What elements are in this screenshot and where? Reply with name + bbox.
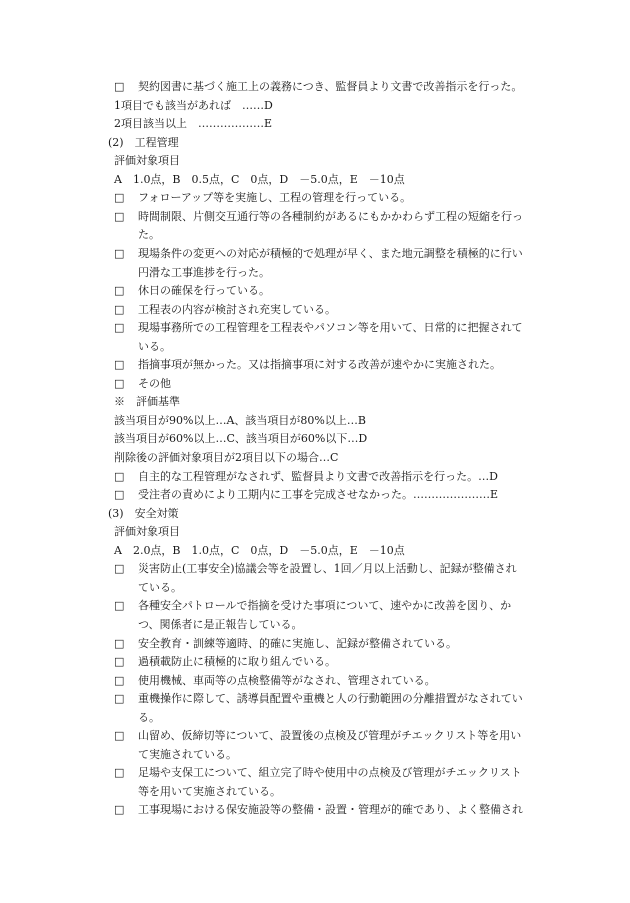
checkbox-icon: □ <box>114 246 125 260</box>
checkbox-icon: □ <box>114 358 125 372</box>
checklist-item <box>114 488 498 502</box>
line-text: 重機操作に際して、誘導員配置や重機と人の行動範囲の分離措置がなされてい <box>138 692 523 706</box>
checklist-item <box>114 191 411 205</box>
checklist-item <box>114 247 523 261</box>
checkbox-icon: □ <box>114 673 125 687</box>
text-line <box>138 711 160 725</box>
line-text: A 2.0点，B 1.0点，C 0点，D －5.0点，E －10点 <box>114 543 405 557</box>
text-line <box>108 136 179 150</box>
text-line <box>114 395 180 409</box>
line-text: 現場条件の変更への対応が積極的で処理が早く、また地元調整を積極的に行い <box>138 246 523 260</box>
checklist-item <box>114 803 523 817</box>
text-line <box>138 618 303 632</box>
checkbox-icon: □ <box>114 469 125 483</box>
checklist-item <box>114 637 457 651</box>
line-text: 自主的な工程管理がなされず、監督員より文書で改善指示を行った。…D <box>138 469 498 483</box>
text-line <box>114 117 272 131</box>
line-text: 2項目該当以上 ………………E <box>114 117 273 131</box>
line-text: 1項目でも該当があれば ……D <box>114 98 273 112</box>
checklist-item <box>114 470 498 484</box>
checkbox-icon: □ <box>114 599 125 613</box>
line-text: 使用機械、車両等の点検整備等がなされ、管理されている。 <box>138 673 436 687</box>
text-line <box>138 266 270 280</box>
line-text: その他 <box>138 376 171 390</box>
checklist-item <box>114 321 523 335</box>
line-text: 等を用いて実施されている。 <box>138 784 281 798</box>
text-line <box>114 99 273 113</box>
checklist-item <box>114 358 501 372</box>
line-text: 足場や支保工について、組立完了時や使用中の点検及び管理がチエックリスト <box>138 766 522 780</box>
line-text: 受注者の責めにより工期内に工事を完成させなかった。…………………E <box>138 488 499 502</box>
line-text: て実施されている。 <box>138 747 237 761</box>
line-text: 工事現場における保安施設等の整備・設置・管理が的確であり、よく整備され <box>138 803 523 817</box>
checklist-item <box>114 303 336 317</box>
checkbox-icon: □ <box>114 803 125 817</box>
checklist-item <box>114 692 523 706</box>
line-text: 山留め、仮締切等について、設置後の点検及び管理がチエックリスト等を用い <box>138 729 522 743</box>
line-text: 該当項目が90%以上…A、該当項目が80%以上…B <box>114 413 366 427</box>
line-text: 過積載防止に積極的に取り組んでいる。 <box>138 655 336 669</box>
text-line <box>114 544 405 558</box>
checkbox-icon: □ <box>114 209 125 223</box>
text-line <box>114 154 180 168</box>
line-text: ている。 <box>138 580 182 594</box>
checklist-item <box>114 284 270 298</box>
text-line <box>138 581 182 595</box>
checkbox-icon: □ <box>114 766 125 780</box>
checkbox-icon: □ <box>114 692 125 706</box>
line-text: 評価対象項目 <box>114 525 180 539</box>
line-text: 指摘事項が無かった。又は指摘事項に対する改善が速やかに実施された。 <box>138 358 501 372</box>
checkbox-icon: □ <box>114 655 125 669</box>
line-text: 時間制限、片側交互通行等の各種制約があるにもかかわらず工程の短縮を行っ <box>138 209 523 223</box>
line-text: 契約図書に基づく施工上の義務につき、監督員より文書で改善指示を行った。 <box>138 80 523 93</box>
text-line <box>138 748 237 762</box>
text-line <box>114 414 366 428</box>
line-text: (3) 安全対策 <box>108 506 179 520</box>
checklist-item <box>114 599 511 613</box>
line-text: 削除後の評価対象項目が2項目以下の場合…C <box>114 451 339 464</box>
text-line <box>108 507 179 521</box>
text-line <box>114 525 180 539</box>
text-line <box>138 785 281 799</box>
line-text: 円滑な工事進捗を行った。 <box>138 265 270 279</box>
line-text: いる。 <box>138 339 171 353</box>
checkbox-icon: □ <box>114 284 125 298</box>
checklist-item <box>114 674 436 688</box>
checkbox-icon: □ <box>114 376 125 390</box>
checkbox-icon: □ <box>114 636 125 650</box>
line-text: ※ 評価基準 <box>114 395 180 409</box>
checklist-item <box>114 655 336 669</box>
checklist-item <box>114 766 522 780</box>
checkbox-icon: □ <box>114 191 125 205</box>
line-text: つ、関係者に是正報告している。 <box>138 617 303 631</box>
checklist-item <box>114 210 523 224</box>
text-line <box>138 228 160 242</box>
checkbox-icon: □ <box>114 80 125 93</box>
checklist-item <box>114 729 521 743</box>
text-line <box>114 451 338 465</box>
checklist-item <box>114 377 171 391</box>
text-line <box>138 340 171 354</box>
checkbox-icon: □ <box>114 302 125 316</box>
line-text: フォローアップ等を実施し、工程の管理を行っている。 <box>138 191 412 205</box>
line-text: 該当項目が60%以上…C、該当項目が60%以下…D <box>114 432 368 446</box>
line-text: 安全教育・訓練等適時、的確に実施し、記録が整備されている。 <box>138 636 457 650</box>
checkbox-icon: □ <box>114 562 125 576</box>
line-text: 休日の確保を行っている。 <box>138 284 270 298</box>
line-text: 災害防止(工事安全)協議会等を設置し、1回／月以上活動し、記録が整備され <box>138 562 517 576</box>
checklist-item <box>114 562 517 576</box>
line-text: る。 <box>138 710 160 724</box>
line-text: 工程表の内容が検討され充実している。 <box>138 302 336 316</box>
line-text: (2) 工程管理 <box>108 135 179 149</box>
text-line <box>114 432 367 446</box>
checkbox-icon: □ <box>114 729 125 743</box>
line-text: A 1.0点，B 0.5点，C 0点，D －5.0点，E －10点 <box>114 172 405 186</box>
checkbox-icon: □ <box>114 488 125 502</box>
line-text: た。 <box>138 228 160 242</box>
checklist-item <box>114 80 522 94</box>
text-line <box>114 173 405 187</box>
checkbox-icon: □ <box>114 321 125 335</box>
line-text: 各種安全パトロールで指摘を受けた事項について、速やかに改善を図り、か <box>138 599 512 613</box>
line-text: 現場事務所での工程管理を工程表やパソコン等を用いて、日常的に把握されて <box>138 321 523 335</box>
line-text: 評価対象項目 <box>114 154 180 168</box>
